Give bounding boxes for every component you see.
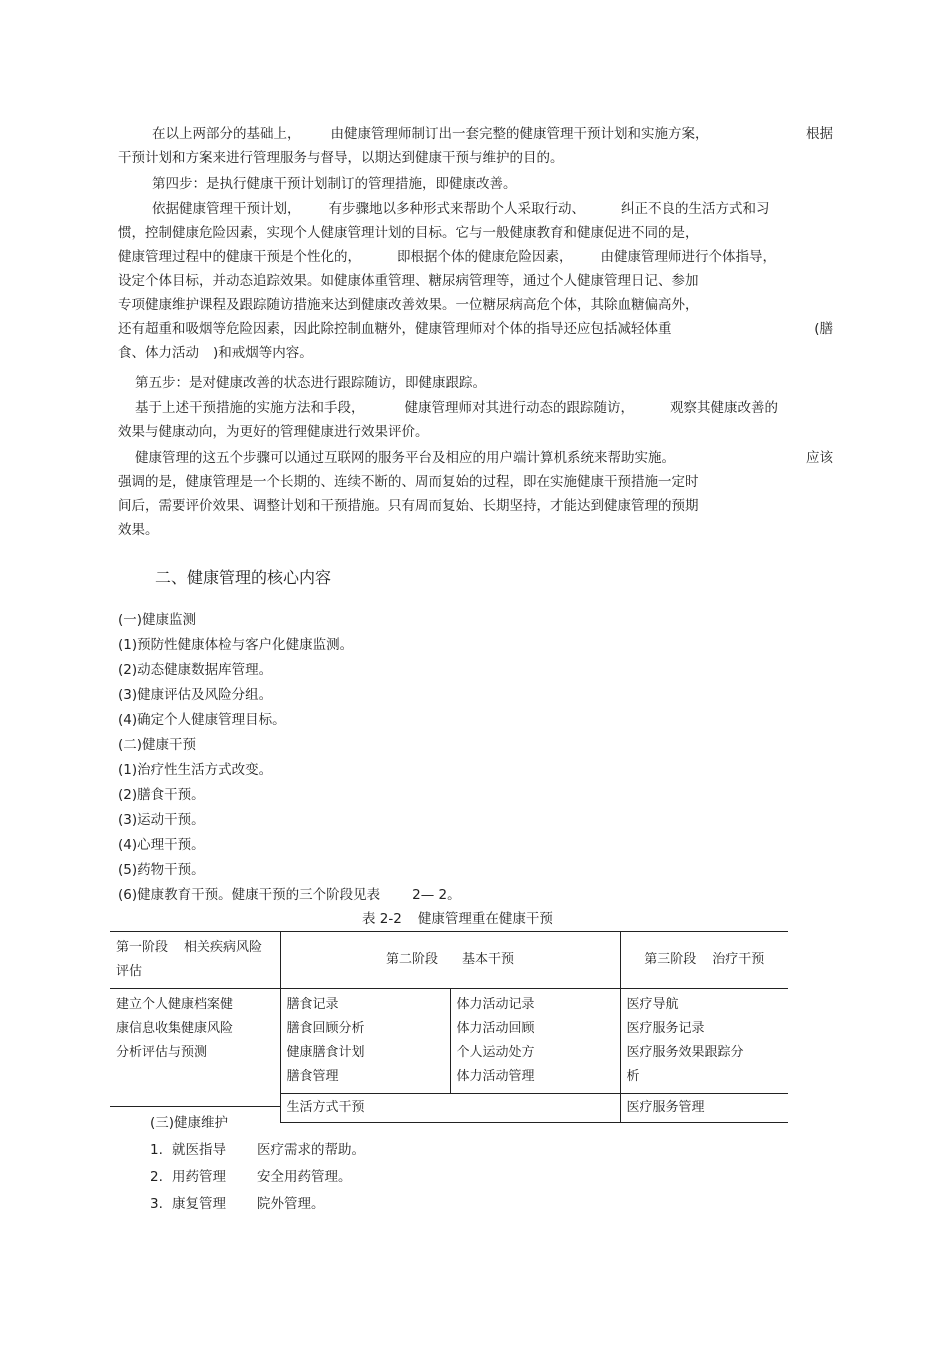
p3-part6: 即根据个体的健康危险因素，	[397, 249, 573, 265]
item-label: 就医指导	[172, 1142, 226, 1158]
maintenance-item	[150, 1191, 365, 1218]
header-stage3	[620, 932, 788, 989]
p3-part11: (膳	[814, 321, 833, 337]
p3-line2: 惯，控制健康危险因素，实现个人健康管理计划的目标。它与一般健康教育和健康促进不同的是，	[118, 225, 699, 241]
list-item: (4)确定个人健康管理目标。	[118, 712, 286, 728]
p5-part1: 基于上述干预措施的实施方法和手段，	[135, 400, 365, 416]
cell-line: 分析评估与预测	[116, 1045, 208, 1060]
p1-part2: 由健康管理师制订出一套完整的健康管理干预计划和实施方案，	[330, 126, 709, 142]
item-label: 康复管理	[172, 1196, 226, 1212]
cell-activity	[450, 989, 620, 1094]
list-item: (1)预防性健康体检与客户化健康监测。	[118, 637, 354, 653]
stage2-label: 第二阶段	[385, 952, 438, 967]
cell-medical-management: 医疗服务管理	[620, 1094, 788, 1123]
list-item: (2)动态健康数据库管理。	[118, 662, 273, 678]
cell-medical	[620, 989, 788, 1094]
item-desc: 医疗需求的帮助。	[257, 1142, 365, 1158]
cell-line: 体力活动记录	[456, 997, 535, 1012]
cell-line: 个人运动处方	[456, 1045, 535, 1060]
maintenance-list	[150, 1110, 365, 1218]
cell-line: 体力活动管理	[456, 1069, 535, 1084]
p6-line4: 效果。	[118, 522, 159, 538]
p3-part13: )和戒烟等内容。	[213, 345, 313, 361]
cell-stage1-content	[110, 989, 280, 1123]
list-item: (2)膳食干预。	[118, 787, 205, 803]
item-desc: 安全用药管理。	[257, 1169, 352, 1185]
header-stage1	[110, 932, 280, 989]
cell-line: 膳食记录	[286, 997, 339, 1012]
p3-part7: 由健康管理师进行个体指导，	[600, 249, 776, 265]
stage1-label: 第一阶段	[116, 940, 169, 955]
header-stage2	[280, 932, 620, 989]
item-number: 1.	[150, 1142, 163, 1158]
p3-part1: 依据健康管理干预计划，	[152, 201, 301, 217]
paragraph-4	[118, 371, 833, 395]
cell-lifestyle: 生活方式干预	[280, 1094, 620, 1123]
cell-line: 膳食管理	[286, 1069, 339, 1084]
item-number: 3.	[150, 1196, 163, 1212]
list-item: (3)运动干预。	[118, 812, 205, 828]
intervention-table	[110, 931, 788, 1123]
table-title: 健康管理重在健康干预	[417, 911, 553, 927]
cell-line: 膳食回顾分析	[286, 1021, 365, 1036]
p3-part12: 食、体力活动	[118, 345, 199, 361]
maintenance-title: (三)健康维护	[150, 1115, 229, 1131]
list-item: (二)健康干预	[118, 737, 197, 753]
cell-line: 康信息收集健康风险	[116, 1021, 234, 1036]
p1-part1: 在以上两部分的基础上，	[152, 126, 301, 142]
cell-line: 体力活动回顾	[456, 1021, 535, 1036]
p5-line2: 效果与健康动向，为更好的管理健康进行效果评价。	[118, 424, 429, 440]
cell-line: 健康膳食计划	[286, 1045, 365, 1060]
p6-part1: 健康管理的这五个步骤可以通过互联网的服务平台及相应的用户端计算机系统来帮助实施。	[135, 450, 675, 466]
p3-line5: 专项健康维护课程及跟踪随访措施来达到健康改善效果。一位糖尿病高危个体，其除血糖偏高外，	[118, 297, 699, 313]
table-reference: 2— 2。	[412, 887, 461, 903]
maintenance-item	[150, 1164, 365, 1191]
paragraph-5	[118, 396, 833, 444]
list-item: (3)健康评估及风险分组。	[118, 687, 273, 703]
list-item: (5)药物干预。	[118, 862, 205, 878]
list-item: (1)治疗性生活方式改变。	[118, 762, 273, 778]
list-item: (一)健康监测	[118, 612, 197, 628]
stage2-desc: 基本干预	[462, 952, 515, 967]
cell-line: 建立个人健康档案健	[116, 997, 234, 1012]
p1-line2: 干预计划和方案来进行管理服务与督导，以期达到健康干预与维护的目的。	[118, 150, 564, 166]
p1-part3: 根据	[806, 126, 833, 142]
table-number: 表 2-2	[362, 911, 402, 927]
p5-part2: 健康管理师对其进行动态的跟踪随访，	[404, 400, 634, 416]
p3-part10: 还有超重和吸烟等危险因素，因此除控制血糖外，健康管理师对个体的指导还应包括减轻体重	[118, 321, 672, 337]
paragraph-6	[118, 446, 833, 542]
p3-part3: 纠正不良的生活方式和习	[621, 201, 770, 217]
step4-text: 第四步：是执行健康干预计划制订的管理措施，即健康改善。	[152, 176, 517, 192]
paragraph-2	[118, 172, 833, 196]
table-header-row	[110, 932, 788, 989]
stage3-desc: 治疗干预	[712, 952, 765, 967]
p6-line3: 间后，需要评价效果、调整计划和干预措施。只有周而复始、长期坚持，才能达到健康管理的预期	[118, 498, 699, 514]
stage1-desc: 相关疾病风险评估	[116, 940, 263, 979]
table-body-row	[110, 989, 788, 1094]
p3-part2: 有步骤地以多种形式来帮助个人采取行动、	[328, 201, 585, 217]
p6-part2: 应该	[806, 450, 833, 466]
step5-text: 第五步：是对健康改善的状态进行跟踪随访，即健康跟踪。	[135, 375, 486, 391]
table-bottom-rule	[110, 1106, 280, 1107]
stage3-label: 第三阶段	[644, 952, 697, 967]
list-item-text: (6)健康教育干预。健康干预的三个阶段见表	[118, 887, 381, 903]
section-heading: 二、健康管理的核心内容	[155, 568, 332, 587]
list-item: (4)心理干预。	[118, 837, 205, 853]
p3-line4: 设定个体目标，并动态追踪效果。如健康体重管理、糖尿病管理等，通过个人健康管理日记、参加	[118, 273, 699, 289]
core-content-list	[118, 608, 461, 908]
cell-line: 医疗服务记录	[626, 1021, 705, 1036]
cell-line: 析	[626, 1069, 640, 1084]
p3-part5: 健康管理过程中的健康干预是个性化的，	[118, 249, 361, 265]
p5-part3: 观察其健康改善的	[670, 400, 778, 416]
item-number: 2.	[150, 1169, 163, 1185]
p6-line2: 强调的是，健康管理是一个长期的、连续不断的、周而复始的过程，即在实施健康干预措施一定时	[118, 474, 699, 490]
paragraph-3	[118, 197, 833, 365]
item-desc: 院外管理。	[257, 1196, 325, 1212]
list-item-last	[118, 883, 461, 908]
item-label: 用药管理	[172, 1169, 226, 1185]
paragraph-1	[118, 122, 833, 170]
cell-diet	[280, 989, 450, 1094]
cell-line: 医疗导航	[626, 997, 679, 1012]
cell-line: 医疗服务效果跟踪分	[626, 1045, 744, 1060]
table-caption	[362, 907, 553, 927]
maintenance-item	[150, 1137, 365, 1164]
